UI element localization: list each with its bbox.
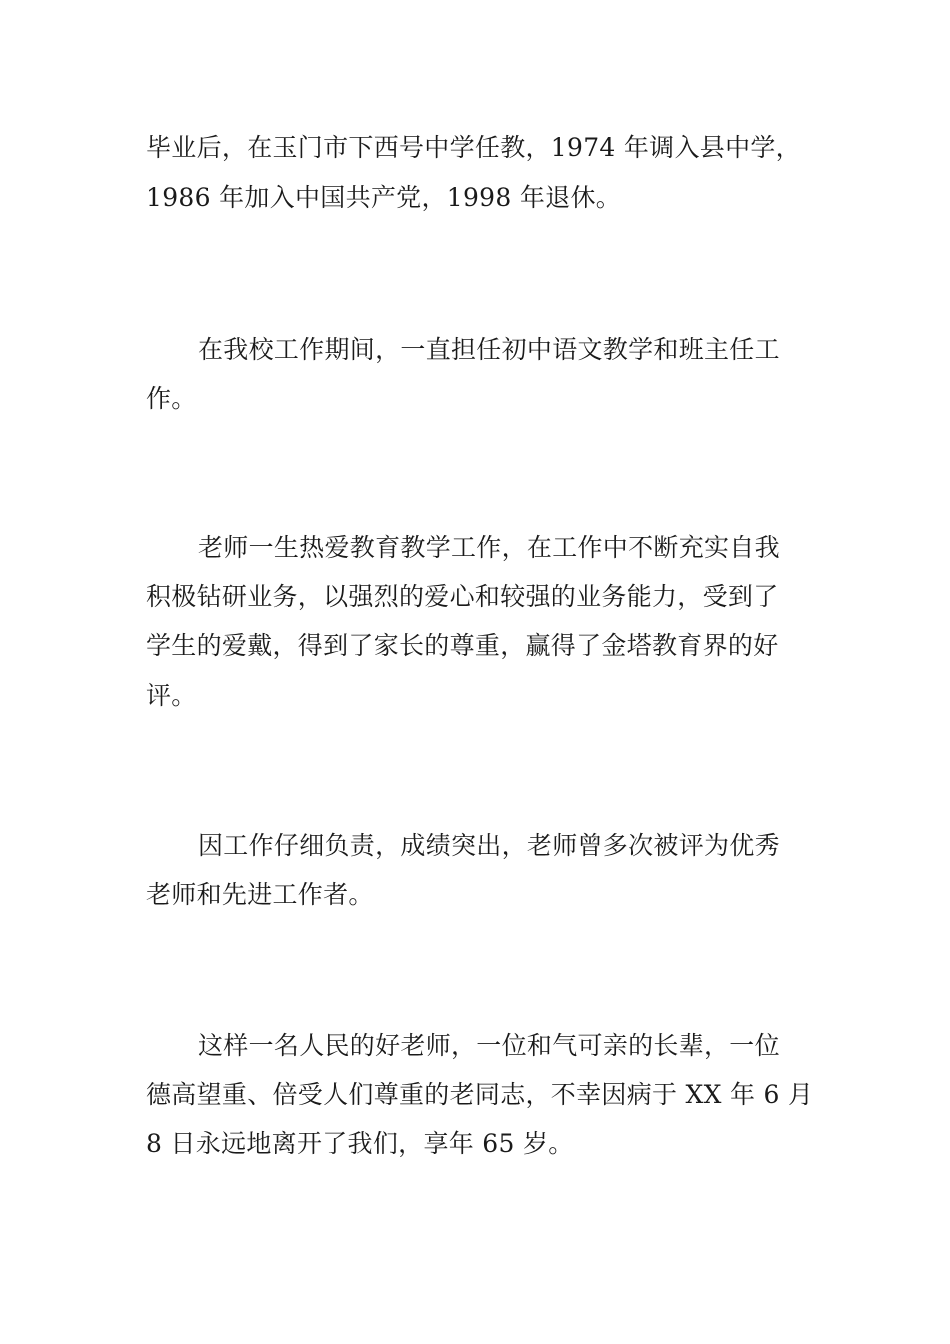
paragraph-3-line-4: 评。 (146, 681, 197, 710)
paragraph-1-line-1: 毕业后，在玉门市下西号中学任教，1974 年调入县中学， (146, 133, 801, 162)
paragraph-5-line-2: 德高望重、倍受人们尊重的老同志，不幸因病于 XX 年 6 月 (146, 1080, 814, 1109)
paragraph-2-line-2: 作。 (146, 384, 197, 413)
paragraph-5-line-1: 这样一名人民的好老师，一位和气可亲的长辈，一位 (198, 1031, 780, 1060)
paragraph-5-line-3: 8 日永远地离开了我们，享年 65 岁。 (146, 1129, 574, 1158)
paragraph-3-line-3: 学生的爱戴，得到了家长的尊重，赢得了金塔教育界的好 (146, 631, 779, 660)
paragraph-4-line-1: 因工作仔细负责，成绩突出，老师曾多次被评为优秀 (198, 831, 780, 860)
paragraph-4-line-2: 老师和先进工作者。 (146, 880, 374, 909)
paragraph-1-line-2: 1986 年加入中国共产党，1998 年退休。 (146, 183, 622, 212)
paragraph-3-line-2: 积极钻研业务，以强烈的爱心和较强的业务能力，受到了 (146, 582, 779, 611)
paragraph-3-line-1: 老师一生热爱教育教学工作，在工作中不断充实自我 (198, 533, 780, 562)
paragraph-2-line-1: 在我校工作期间，一直担任初中语文教学和班主任工 (198, 335, 780, 364)
